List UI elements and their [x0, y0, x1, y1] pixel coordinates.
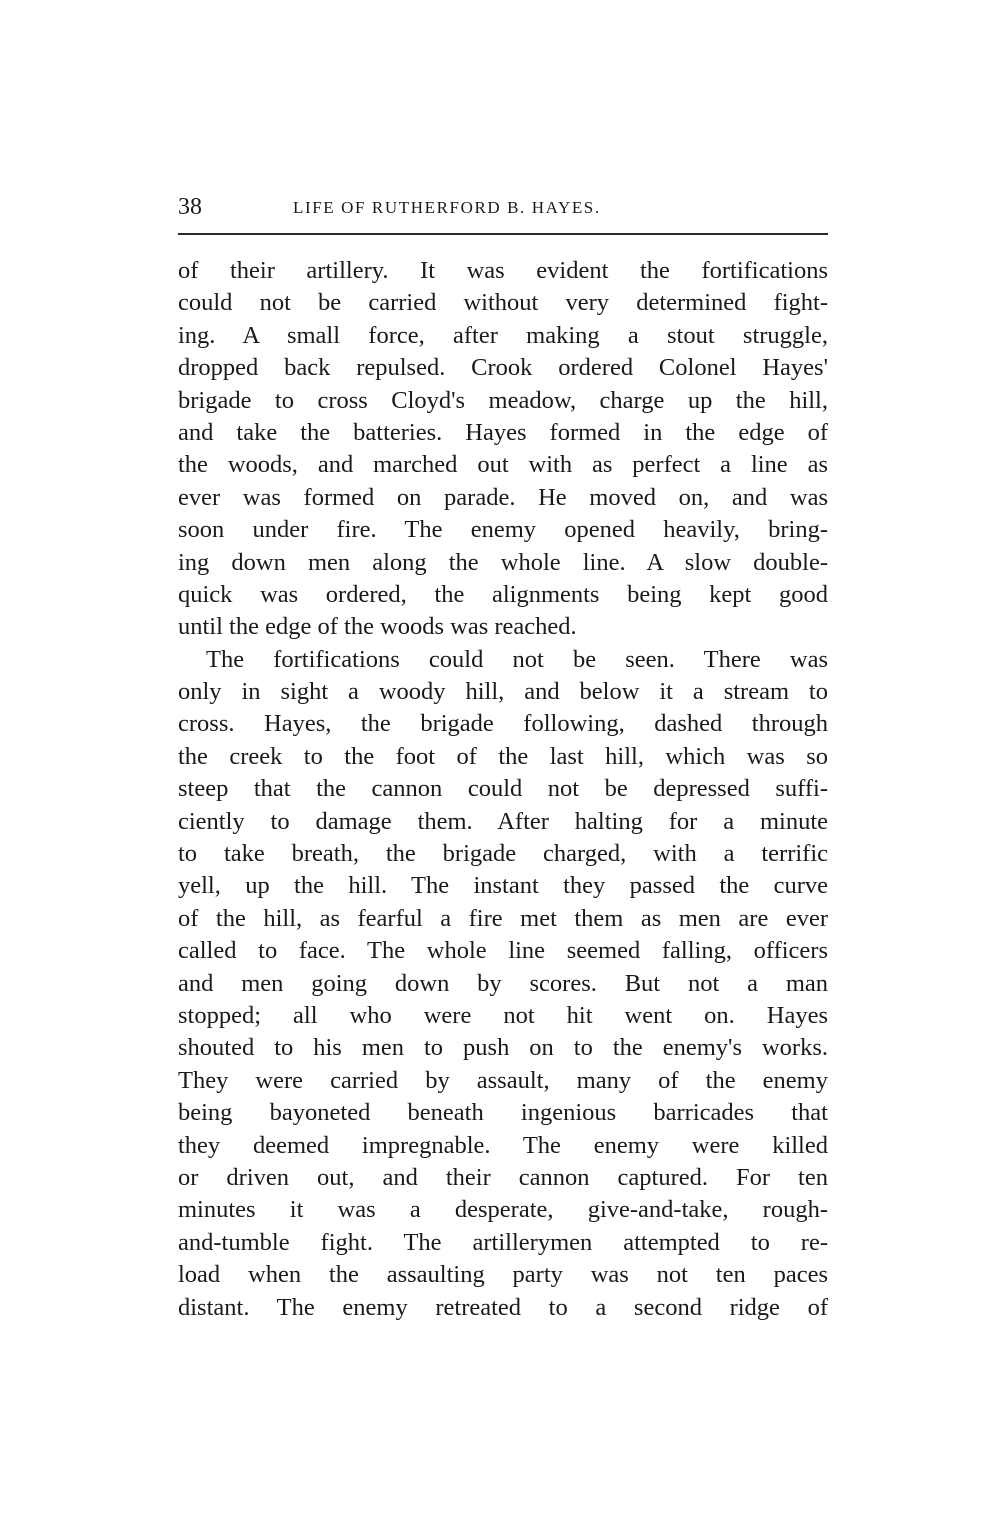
text-line: until the edge of the woods was reached.	[178, 613, 577, 641]
text-line: of their artillery. It was evident the fortifications	[178, 257, 828, 284]
text-line: ing. A small force, after making a stout struggle,	[178, 321, 828, 349]
text-line: ciently to damage them. After halting for a minute	[178, 807, 828, 835]
text-line: steep that the cannon could not be depressed suffi-	[178, 775, 828, 803]
text-line: they deemed impregnable. The enemy were killed	[178, 1131, 828, 1159]
text-line: shouted to his men to push on to the enemy's works.	[178, 1034, 828, 1062]
text-line: minutes it was a desperate, give-and-take, rough-	[178, 1196, 828, 1224]
text-line: brigade to cross Cloyd's meadow, charge up the hill,	[178, 386, 828, 414]
text-line: cross. Hayes, the brigade following, dashed through	[178, 710, 828, 738]
text-line: dropped back repulsed. Crook ordered Colonel Hayes'	[178, 354, 828, 382]
text-line: ing down men along the whole line. A slow double-	[178, 548, 828, 576]
text-line: of the hill, as fearful a fire met them as men are ever	[178, 904, 828, 932]
text-line: could not be carried without very determined fight-	[178, 289, 828, 317]
text-line: ever was formed on parade. He moved on, and was	[178, 483, 828, 511]
text-line: called to face. The whole line seemed falling, officers	[178, 937, 828, 965]
text-line: being bayoneted beneath ingenious barricades that	[178, 1099, 828, 1127]
body-text	[178, 255, 828, 1324]
text-line: only in sight a woody hill, and below it a stream to	[178, 678, 828, 706]
text-line: distant. The enemy retreated to a second ridge of	[178, 1293, 828, 1321]
text-line: yell, up the hill. The instant they passed the curve	[178, 872, 828, 900]
text-line: stopped; all who were not hit went on. Hayes	[178, 1001, 828, 1029]
text-line: the woods, and marched out with as perfect a line as	[178, 451, 828, 479]
text-line: They were carried by assault, many of the enemy	[178, 1066, 828, 1094]
text-line: load when the assaulting party was not ten paces	[178, 1261, 828, 1289]
running-title: LIFE OF RUTHERFORD B. HAYES.	[293, 198, 601, 217]
text-line: soon under fire. The enemy opened heavily, bring-	[178, 516, 828, 544]
header-rule	[178, 233, 828, 235]
text-line: The fortifications could not be seen. There was	[206, 645, 828, 673]
page-number: 38	[178, 194, 202, 220]
text-line: the creek to the foot of the last hill, which was so	[178, 742, 828, 770]
text-line: or driven out, and their cannon captured. For ten	[178, 1163, 828, 1191]
text-line: to take breath, the brigade charged, with a terrific	[178, 840, 828, 868]
text-line: quick was ordered, the alignments being kept good	[178, 580, 828, 608]
running-head	[178, 192, 828, 222]
text-line: and-tumble fight. The artillerymen attempted to re-	[178, 1228, 828, 1256]
text-line: and men going down by scores. But not a man	[178, 969, 828, 997]
text-line: and take the batteries. Hayes formed in the edge of	[178, 418, 828, 446]
